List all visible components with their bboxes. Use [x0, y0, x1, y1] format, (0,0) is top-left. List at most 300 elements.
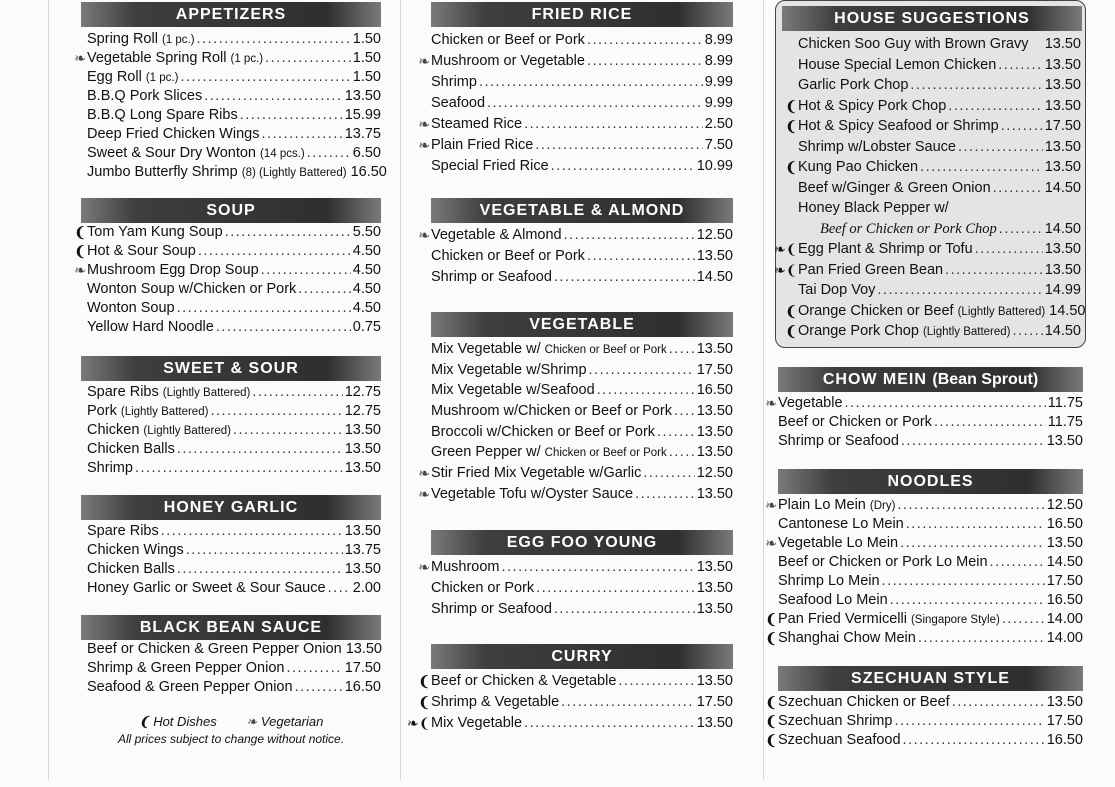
item-price: 16.50: [696, 382, 733, 399]
section-chow-mein: [765, 367, 1083, 451]
item-note: (14 pcs.): [260, 148, 305, 160]
item-note: (1 pc.): [161, 34, 195, 46]
leaf-icon: ❧: [418, 116, 430, 132]
item-note: (8) (Lightly Battered): [241, 167, 347, 179]
dot-leader: [998, 55, 1042, 76]
item-name-text: Chicken or Pork: [431, 580, 535, 596]
leaf-icon: ❧: [418, 485, 430, 502]
menu-item: [87, 383, 381, 402]
chili-icon: ❨: [765, 694, 777, 710]
item-name-text: Seafood: [431, 95, 486, 111]
dot-leader: [618, 671, 694, 692]
section-title: FRIED RICE: [431, 2, 733, 27]
item-name: [431, 360, 587, 381]
item-name-text: Szechuan Seafood: [778, 732, 901, 748]
menu-item: [431, 267, 733, 288]
dot-leader: [958, 137, 1043, 158]
item-price: 13.50: [345, 641, 382, 657]
item-name-text: Plain Lo Mein: [778, 497, 866, 513]
menu-item: [765, 610, 1083, 629]
chili-icon: ❨: [74, 243, 86, 259]
menu-item: [778, 553, 1083, 572]
chili-icon: ❨: [785, 302, 797, 319]
item-name-text: Pan Fried Green Bean: [798, 261, 944, 278]
item-name-text: Plain Fried Rice: [431, 137, 534, 153]
section-title: CURRY: [431, 644, 733, 669]
section-title: SOUP: [81, 198, 381, 223]
item-price: 4.50: [352, 243, 381, 259]
item-name-text: Steamed Rice: [431, 116, 523, 132]
menu-item: [418, 692, 733, 713]
item-price: 16.50: [1046, 516, 1083, 532]
item-note: (Lightly Battered): [120, 406, 209, 418]
dot-leader: [177, 299, 351, 318]
section-title: EGG FOO YOUNG: [431, 530, 733, 555]
item-name: [87, 678, 293, 697]
dot-leader: [240, 106, 343, 125]
menu-item: [765, 496, 1083, 515]
item-name-text: Hot & Sour Soup: [87, 243, 196, 259]
item-price: 13.75: [344, 126, 381, 142]
item-price: 9.99: [704, 74, 733, 90]
dot-leader: [265, 49, 351, 68]
menu-item: [778, 515, 1083, 534]
chili-icon: ❨: [765, 713, 777, 729]
menu-item: [774, 260, 1081, 281]
item-price: 14.50: [1044, 179, 1081, 196]
dot-leader: [897, 496, 1044, 515]
item-name-text: Hot & Spicy Seafood or Shrimp: [798, 118, 999, 134]
item-name: [431, 484, 633, 505]
item-name: [87, 49, 263, 69]
item-price: 8.99: [704, 53, 733, 69]
item-name: [87, 560, 175, 579]
item-price: 4.50: [352, 281, 381, 297]
item-name: [820, 219, 997, 240]
item-name-text: B.B.Q Pork Slices: [87, 88, 203, 104]
menu-item: [785, 116, 1081, 137]
dot-leader: [261, 125, 342, 144]
menu-item: [74, 223, 381, 242]
item-name: [431, 114, 522, 135]
item-name: [431, 713, 522, 734]
dot-leader: [597, 380, 695, 401]
dot-leader: [210, 402, 342, 421]
item-name-text: Tai Dop Voy: [798, 282, 876, 298]
item-price: 12.75: [344, 403, 381, 419]
item-name: [431, 671, 616, 692]
menu-item: [418, 484, 733, 505]
menu-item: [765, 693, 1083, 712]
section-fried-rice: [418, 2, 733, 177]
item-name-text: Pork: [87, 403, 117, 419]
item-name: [798, 34, 1028, 55]
item-name: [87, 579, 326, 598]
item-name: [798, 96, 946, 117]
column-rule-middle: [400, 0, 401, 780]
item-price: 10.99: [696, 158, 733, 174]
item-name: [778, 610, 1000, 630]
item-price: 1.50: [352, 31, 381, 47]
item-name-text: Shrimp: [87, 460, 133, 476]
dot-leader: [589, 360, 695, 381]
chili-icon: ❨: [418, 673, 430, 689]
item-name-text: Beef or Chicken & Green Pepper Onion: [87, 641, 342, 657]
menu-item: [87, 579, 381, 598]
section-title: HOUSE SUGGESTIONS: [782, 6, 1082, 31]
item-name: [431, 692, 559, 713]
dot-leader: [225, 223, 351, 242]
menu-item: [798, 34, 1081, 55]
item-name-text: Jumbo Butterfly Shrimp: [87, 164, 238, 180]
item-name-text: Chicken or Beef or Pork: [431, 32, 585, 48]
dot-leader: [135, 459, 343, 478]
menu-item: [431, 422, 733, 443]
menu-item: [431, 360, 733, 381]
item-name: [431, 442, 667, 464]
item-name: [87, 223, 223, 242]
chili-icon: ❨: [418, 694, 430, 710]
section-title: VEGETABLE & ALMOND: [431, 198, 733, 223]
item-name-text: Mushroom: [431, 559, 500, 575]
section-noodles: [765, 469, 1083, 648]
dot-leader: [657, 422, 695, 443]
column-rule-right: [763, 0, 764, 780]
dot-leader: [198, 242, 351, 261]
chili-icon: ❨: [138, 714, 150, 729]
item-price: 12.50: [1046, 497, 1083, 513]
item-name: [798, 260, 943, 281]
menu-item: [785, 96, 1081, 117]
dot-leader: [1013, 321, 1043, 342]
legend-veg-label: Vegetarian: [260, 714, 324, 729]
item-name: [778, 693, 950, 712]
menu-item: [87, 125, 381, 144]
leaf-chili-icon: ❧❨: [774, 241, 798, 257]
menu-item: [765, 629, 1083, 648]
item-price: 14.00: [1046, 611, 1083, 627]
item-price: 14.00: [1046, 630, 1083, 646]
section-appetizers: [74, 2, 387, 182]
legend-hot-label: Hot Dishes: [153, 714, 217, 729]
menu-item: [765, 394, 1083, 413]
item-name: [798, 137, 956, 158]
item-price: 5.50: [352, 224, 381, 240]
dot-leader: [920, 157, 1043, 178]
item-name-text: Beef w/Ginger & Green Onion: [798, 179, 991, 196]
item-name-text: Orange Pork Chop: [798, 323, 919, 339]
dot-leader: [177, 440, 343, 459]
section-title: HONEY GARLIC: [81, 495, 381, 520]
chili-icon: ❨: [785, 159, 797, 175]
item-name-text: Wonton Soup w/Chicken or Pork: [87, 281, 297, 297]
item-name: [87, 242, 196, 261]
leaf-icon: ❧: [765, 395, 777, 411]
item-price: 13.50: [344, 523, 381, 539]
dot-leader: [993, 178, 1043, 199]
item-price: 4.50: [352, 262, 381, 278]
dot-leader: [564, 225, 695, 246]
item-name: [778, 712, 892, 731]
section-vegetable-almond: [418, 198, 733, 288]
item-name: [778, 572, 880, 591]
item-name-text: Chicken: [87, 422, 140, 438]
item-note: (Lightly Battered): [957, 305, 1046, 318]
menu-item: [87, 30, 381, 49]
leaf-icon: ❧: [418, 227, 430, 243]
item-name: [87, 659, 284, 678]
item-name: [431, 246, 585, 267]
menu-item: [765, 731, 1083, 750]
item-price: 13.75: [344, 542, 381, 558]
dot-leader: [894, 712, 1044, 731]
dot-leader: [934, 413, 1046, 432]
menu-item: [87, 421, 381, 440]
item-price: 13.50: [696, 485, 733, 502]
section-honey-garlic: [81, 495, 381, 598]
item-name: [778, 553, 988, 572]
item-name: [431, 422, 655, 443]
menu-item: [87, 402, 381, 421]
item-name: [431, 267, 552, 288]
menu-item: [87, 522, 381, 541]
dot-leader: [990, 553, 1045, 572]
menu-item: [87, 318, 381, 337]
dot-leader: [298, 280, 350, 299]
item-name: [778, 496, 895, 516]
menu-item: [785, 301, 1086, 322]
item-name-text: Mushroom Egg Drop Soup: [87, 262, 259, 278]
item-price: 16.50: [1046, 592, 1083, 608]
item-name-text: Mix Vegetable w/Seafood: [431, 382, 595, 399]
item-name-text: Egg Roll: [87, 69, 142, 85]
item-name-text: Shrimp Lo Mein: [778, 573, 880, 589]
item-name: [798, 239, 973, 260]
section-house-suggestions: [774, 6, 1086, 342]
menu-item: [418, 135, 733, 156]
item-name: [431, 225, 562, 246]
item-name-text: Mix Vegetable w/Shrimp: [431, 361, 587, 378]
leaf-chili-icon: ❧❨: [407, 715, 431, 731]
section-title: APPETIZERS: [81, 2, 381, 27]
item-note: (Dry): [869, 500, 896, 512]
item-name: [798, 198, 949, 219]
dot-leader: [524, 114, 703, 135]
menu-item: [778, 572, 1083, 591]
menu-item: [431, 599, 733, 620]
dot-leader: [975, 239, 1043, 260]
item-note: Chicken or Beef or Pork: [544, 344, 667, 356]
dot-leader: [910, 75, 1042, 96]
menu-item: [785, 321, 1081, 342]
dot-leader: [233, 421, 343, 440]
menu-item: [774, 239, 1081, 260]
item-name-text: Beef or Chicken or Pork Lo Mein: [778, 554, 988, 570]
item-name-text: Beef or Chicken or Pork: [778, 414, 932, 430]
dot-leader: [204, 87, 342, 106]
dot-leader: [1002, 610, 1045, 629]
item-price: 1.50: [352, 50, 381, 66]
item-name-text: Szechuan Shrimp: [778, 713, 893, 729]
item-name-text: Vegetable Lo Mein: [778, 535, 899, 551]
menu-item: [765, 534, 1083, 553]
item-name-text: Shrimp w/Lobster Sauce: [798, 138, 956, 155]
menu-item: [87, 87, 381, 106]
dot-leader: [918, 629, 1045, 648]
item-name-text: Egg Plant & Shrimp or Tofu: [798, 241, 973, 257]
menu-item: [431, 401, 733, 422]
item-name-text: Kung Pao Chicken: [798, 159, 919, 175]
menu-item: [418, 671, 733, 692]
legend: [81, 714, 381, 746]
item-name-text: Chicken Balls: [87, 561, 175, 577]
menu-item: [87, 640, 381, 659]
menu-item: [431, 93, 733, 114]
item-name: [431, 463, 641, 484]
section-curry: [407, 644, 733, 734]
item-name-text: Mix Vegetable w/: [431, 341, 541, 357]
leaf-icon: ❧: [418, 137, 430, 153]
dot-leader: [286, 659, 342, 678]
section-title: BLACK BEAN SAUCE: [81, 615, 381, 640]
section-title: SWEET & SOUR: [81, 356, 381, 381]
dot-leader: [845, 394, 1046, 413]
item-name-text: Shrimp & Green Pepper Onion: [87, 660, 285, 676]
item-name: [431, 380, 595, 401]
item-name: [431, 401, 672, 422]
dot-leader: [186, 541, 343, 560]
item-name-text: Special Fried Rice: [431, 158, 549, 174]
dot-leader: [587, 246, 695, 267]
item-price: 14.50: [1049, 302, 1086, 319]
item-price: 7.50: [704, 137, 733, 153]
menu-item: [431, 30, 733, 51]
item-price: 11.75: [1047, 395, 1083, 411]
item-price: 16.50: [344, 679, 381, 695]
dot-leader: [554, 599, 695, 620]
section-sweet-sour: [81, 356, 381, 478]
item-price: 13.50: [696, 580, 733, 596]
item-name-text: Pan Fried Vermicelli: [778, 611, 907, 627]
chili-icon: ❨: [74, 224, 86, 240]
menu-item: [798, 55, 1081, 76]
item-note: (Lightly Battered): [143, 425, 231, 437]
dot-leader: [900, 534, 1045, 553]
item-note: (1 pc.): [230, 53, 264, 65]
item-name: [798, 280, 875, 301]
menu-item: [798, 178, 1081, 199]
item-name: [87, 640, 342, 659]
dot-leader: [877, 280, 1042, 301]
item-name-text: Vegetable Spring Roll: [87, 50, 227, 66]
dot-leader: [890, 591, 1045, 610]
item-price: 9.99: [704, 95, 733, 111]
item-name: [87, 421, 231, 441]
item-name-text: Chicken Wings: [87, 542, 184, 558]
item-price: 16.50: [1046, 732, 1083, 748]
section-subtitle: (Bean Sprout): [932, 371, 1039, 388]
item-name: [778, 394, 843, 413]
item-name-text: Beef or Chicken & Vegetable: [431, 673, 617, 689]
item-price: 13.50: [1046, 694, 1083, 710]
item-note: (Lightly Battered): [922, 326, 1011, 338]
dot-leader: [643, 463, 694, 484]
dot-leader: [906, 515, 1045, 534]
item-name: [87, 163, 347, 183]
item-name-text: Szechuan Chicken or Beef: [778, 694, 950, 710]
item-price: 8.99: [704, 32, 733, 48]
item-name: [431, 93, 485, 114]
item-price: 14.50: [696, 269, 733, 285]
dot-leader: [177, 560, 343, 579]
item-name: [431, 51, 585, 72]
item-price: 13.50: [344, 88, 381, 104]
item-name: [778, 629, 916, 648]
item-price: 13.50: [696, 673, 733, 689]
menu-item: [431, 72, 733, 93]
item-name: [87, 318, 214, 337]
leaf-icon: ❧: [418, 559, 430, 575]
legend-note: All prices subject to change without notice.: [117, 732, 345, 746]
leaf-icon: ❧: [74, 262, 86, 278]
item-name-text: Mushroom w/Chicken or Beef or Pork: [431, 403, 672, 420]
item-name-text: Cantonese Lo Mein: [778, 516, 904, 532]
item-price: 13.50: [696, 559, 733, 575]
item-price: 14.50: [1044, 323, 1081, 339]
item-price: 17.50: [344, 660, 381, 676]
item-name-text: Deep Fried Chicken Wings: [87, 126, 260, 142]
section-soup: [74, 198, 381, 337]
dot-leader: [882, 572, 1045, 591]
chili-icon: ❨: [785, 323, 797, 339]
item-name: [798, 157, 918, 178]
menu-item: [87, 68, 381, 87]
item-price: 13.50: [696, 248, 733, 264]
dot-leader: [587, 30, 703, 51]
item-name-text: Shrimp & Vegetable: [431, 694, 560, 710]
item-name-text: Garlic Pork Chop: [798, 77, 909, 93]
item-price: 13.50: [696, 601, 733, 617]
item-name-text: Shrimp or Seafood: [431, 269, 552, 285]
dot-leader: [554, 267, 695, 288]
item-name: [798, 55, 996, 76]
item-name-text: Seafood & Green Pepper Onion: [87, 679, 293, 695]
item-name-text: Beef or Chicken or Pork Chop: [820, 220, 997, 237]
dot-leader: [999, 219, 1043, 240]
dot-leader: [674, 401, 695, 422]
item-name: [778, 534, 898, 553]
item-name: [798, 75, 908, 96]
item-price: 14.50: [1046, 554, 1083, 570]
menu-item: [778, 432, 1083, 451]
menu-item: [431, 442, 733, 463]
item-name: [87, 522, 159, 541]
item-price: 13.50: [1044, 261, 1081, 278]
menu-item: [798, 198, 1081, 219]
item-name-text: Shrimp or Seafood: [431, 601, 552, 617]
item-name: [798, 178, 991, 199]
dot-leader: [536, 578, 695, 599]
section-title: NOODLES: [778, 469, 1083, 494]
item-name-text: Tom Yam Kung Soup: [87, 224, 223, 240]
item-price: 13.50: [696, 403, 733, 420]
item-name-text: Vegetable Tofu w/Oyster Sauce: [431, 485, 634, 502]
dot-leader: [1001, 116, 1043, 137]
item-name: [87, 402, 208, 422]
item-name-text: Vegetable: [778, 395, 843, 411]
item-name-text: Stir Fried Mix Vegetable w/Garlic: [431, 465, 642, 482]
dot-leader: [307, 144, 351, 163]
